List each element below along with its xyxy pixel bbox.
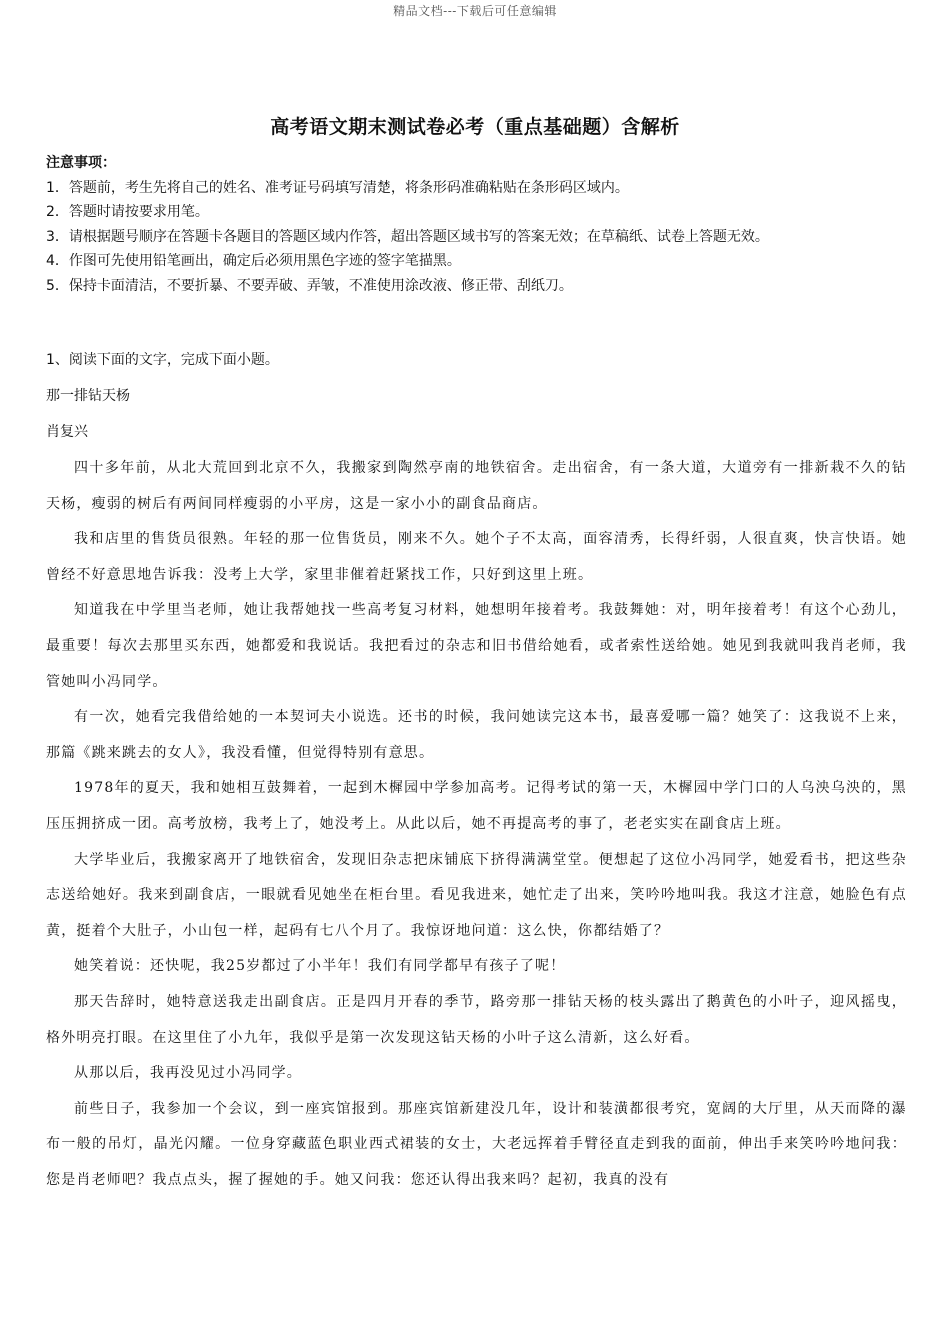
notice-item: 1．答题前，考生先将自己的姓名、准考证号码填写清楚，将条形码准确粘贴在条形码区域内。 — [46, 179, 629, 196]
article-author: 肖复兴 — [46, 424, 88, 440]
notice-item: 3．请根据题号顺序在答题卡各题目的答题区域内作答，超出答题区域书写的答案无效；在草稿纸、试卷上答题无效。 — [46, 228, 769, 245]
notice-section — [46, 151, 916, 299]
article-paragraph: 前些日子，我参加一个会议，到一座宾馆报到。那座宾馆新建没几年，设计和装潢都很考究，宽阔的大厅里，从天而降的瀑布一般的吊灯，晶光闪耀。一位身穿藏蓝色职业西式裙装的女士，大老远挥着手臂径直走到我的面前，伸出手来笑吟吟地问我：您是肖老师吧？我点点头，握了握她的手。她又问我：您还认得出我来吗？起初，我真的没有 — [46, 1100, 907, 1188]
article-title: 那一排钻天杨 — [46, 388, 130, 404]
article-paragraph: 她笑着说：还快呢，我25岁都过了小半年！我们有同学都早有孩子了呢！ — [74, 958, 566, 975]
question-prompt: 1、阅读下面的文字，完成下面小题。 — [46, 352, 279, 368]
article-body — [46, 451, 907, 1198]
document-title: 高考语文期末测试卷必考（重点基础题）含解析 — [270, 116, 680, 138]
header-note: 精品文档---下载后可任意编辑 — [393, 4, 557, 18]
article-paragraph: 我和店里的售货员很熟。年轻的那一位售货员，刚来不久。她个子不太高，面容清秀，长得纤弱，人很直爽，快言快语。她曾经不好意思地告诉我：没考上大学，家里非催着赶紧找工作，只好到这里上班。 — [46, 531, 907, 583]
article-paragraph: 那天告辞时，她特意送我走出副食店。正是四月开春的季节，路旁那一排钻天杨的枝头露出了鹅黄色的小叶子，迎风摇曳，格外明亮打眼。在这里住了小九年，我似乎是第一次发现这钻天杨的小叶子这么清新，这么好看。 — [46, 993, 907, 1046]
notice-item: 5．保持卡面清洁，不要折暴、不要弄破、弄皱，不准使用涂改液、修正带、刮纸刀。 — [46, 277, 573, 294]
article-paragraph: 有一次，她看完我借给她的一本契诃夫小说选。还书的时候，我问她读完这本书，最喜爱哪一篇？她笑了：这我说不上来，那篇《跳来跳去的女人》，我没看懂，但觉得特别有意思。 — [46, 709, 907, 761]
article-paragraph: 大学毕业后，我搬家离开了地铁宿舍，发现旧杂志把床铺底下挤得满满堂堂。便想起了这位小冯同学，她爱看书，把这些杂志送给她好。我来到副食店，一眼就看见她坐在柜台里。看见我进来，她忙走了出来，笑吟吟地叫我。我这才注意，她脸色有点黄，挺着个大肚子，小山包一样，起码有七八个月了。我惊讶地问道：这么快，你都结婚了？ — [46, 851, 907, 939]
notice-item: 2．答题时请按要求用笔。 — [46, 204, 209, 221]
article-paragraph: 1978年的夏天，我和她相互鼓舞着，一起到木樨园中学参加高考。记得考试的第一天，木樨园中学门口的人乌泱乌泱的，黑压压拥挤成一团。高考放榜，我考上了，她没考上。从此以后，她不再提高考的事了，老老实实在副食店上班。 — [46, 780, 907, 832]
article-paragraph: 从那以后，我再没见过小冯同学。 — [74, 1065, 302, 1082]
article-paragraph: 知道我在中学里当老师，她让我帮她找一些高考复习材料，她想明年接着考。我鼓舞她：对，明年接着考！有这个心劲儿，最重要！每次去那里买东西，她都爱和我说话。我把看过的杂志和旧书借给她看，或者索性送给她。她见到我就叫我肖老师，我管她叫小冯同学。 — [46, 602, 907, 690]
article-paragraph: 四十多年前，从北大荒回到北京不久，我搬家到陶然亭南的地铁宿舍。走出宿舍，有一条大道，大道旁有一排新栽不久的钻天杨，瘦弱的树后有两间同样瘦弱的小平房，这是一家小小的副食品商店。 — [46, 460, 907, 512]
notice-heading: 注意事项： — [46, 155, 116, 171]
notice-item: 4．作图可先使用铅笔画出，确定后必须用黑色字迹的签字笔描黑。 — [46, 253, 461, 270]
